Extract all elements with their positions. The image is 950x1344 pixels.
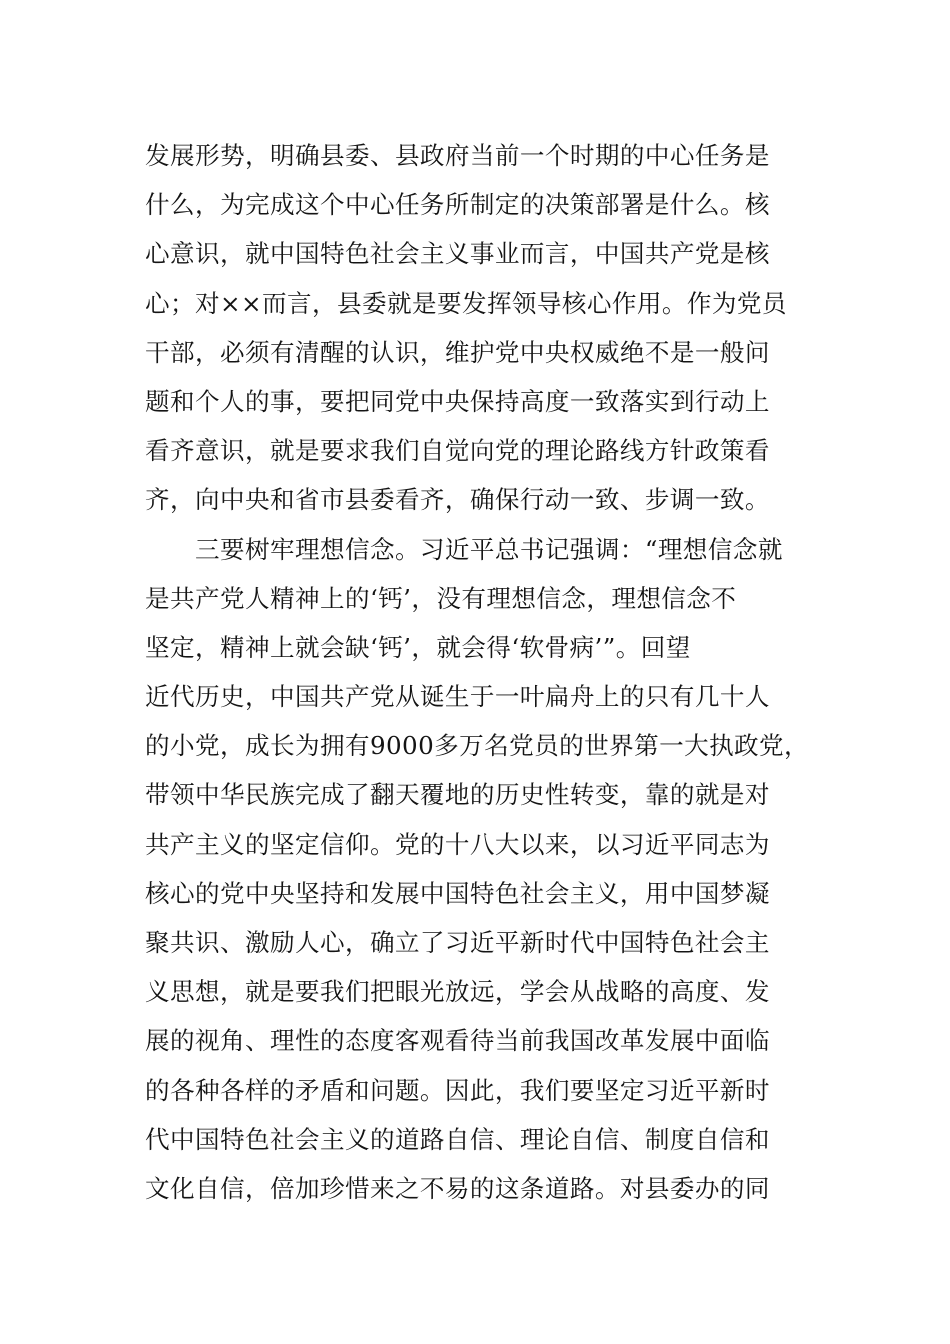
text-line: 展的视角、理性的态度客观看待当前我国改革发展中面临 bbox=[145, 1026, 770, 1056]
text-line: 的各种各样的矛盾和问题。因此，我们要坚定习近平新时 bbox=[145, 1075, 770, 1105]
body-text bbox=[145, 131, 825, 1213]
text-line: 心意识，就中国特色社会主义事业而言，中国共产党是核 bbox=[145, 239, 770, 269]
text-line: 共产主义的坚定信仰。党的十八大以来，以习近平同志为 bbox=[145, 829, 770, 859]
text-line: 坚定，精神上就会缺‘钙’，就会得‘软骨病’”。回望 bbox=[145, 632, 691, 662]
text-line: 齐，向中央和省市县委看齐，确保行动一致、步调一致。 bbox=[145, 485, 770, 515]
text-line: 发展形势，明确县委、县政府当前一个时期的中心任务是 bbox=[145, 141, 770, 170]
text-line: 近代历史，中国共产党从诞生于一叶扁舟上的只有几十人 bbox=[145, 682, 770, 712]
text-line: 的小党，成长为拥有9000多万名党员的世界第一大执政党， bbox=[145, 731, 810, 761]
text-line: 是共产党人精神上的‘钙’，没有理想信念，理想信念不 bbox=[145, 583, 737, 613]
text-line: 聚共识、激励人心，确立了习近平新时代中国特色社会主 bbox=[145, 928, 770, 957]
paragraph-start-line: 三要树牢理想信念。习近平总书记强调：“理想信念就 bbox=[145, 534, 783, 564]
text-line: 心；对××而言，县委就是要发挥领导核心作用。作为党员 bbox=[145, 288, 787, 318]
text-line: 题和个人的事，要把同党中央保持高度一致落实到行动上 bbox=[145, 386, 770, 416]
text-line: 义思想，就是要我们把眼光放远，学会从战略的高度、发 bbox=[145, 977, 770, 1007]
text-line: 什么，为完成这个中心任务所制定的决策部署是什么。核 bbox=[145, 190, 770, 220]
text-line: 干部，必须有清醒的认识，维护党中央权威绝不是一般问 bbox=[145, 337, 770, 367]
text-line: 代中国特色社会主义的道路自信、理论自信、制度自信和 bbox=[145, 1124, 770, 1154]
text-line: 文化自信，倍加珍惜来之不易的这条道路。对县委办的同 bbox=[145, 1173, 770, 1203]
text-line: 带领中华民族完成了翻天覆地的历史性转变，靠的就是对 bbox=[145, 780, 770, 810]
text-line: 看齐意识，就是要求我们自觉向党的理论路线方针政策看 bbox=[145, 436, 770, 466]
text-line: 核心的党中央坚持和发展中国特色社会主义，用中国梦凝 bbox=[145, 878, 770, 908]
